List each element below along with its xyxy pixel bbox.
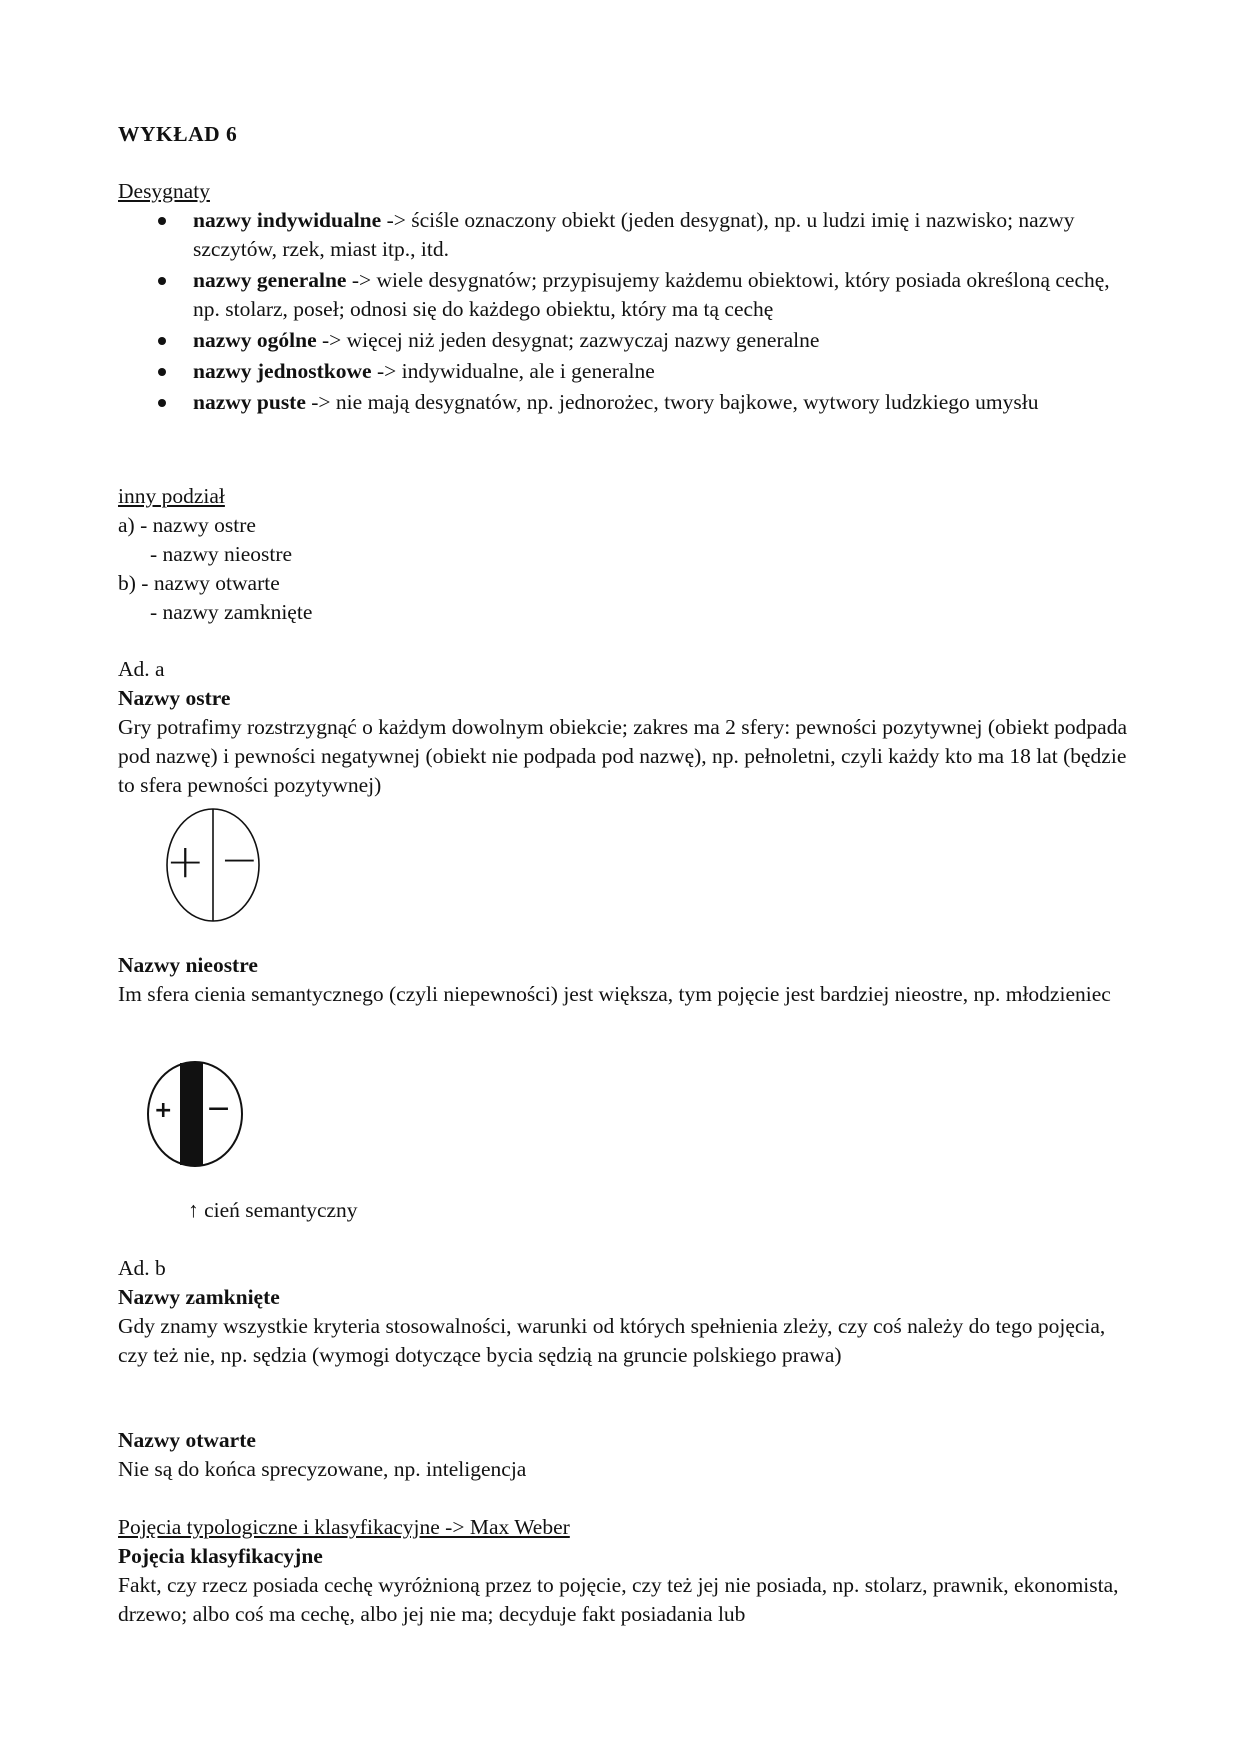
klasyfikacyjne-text: Fakt, czy rzecz posiada cechę wyróżnioną przez to pojęcie, czy też jej nie posiada, np. stolarz, prawnik, ekonomista, drzewo; albo coś ma cechę, albo jej nie ma; decyduje fakt posiadania lub <box>118 1573 1119 1626</box>
shadow-caption: ↑ cień semantyczny <box>188 1198 358 1222</box>
zamkniete-heading: Nazwy zamknięte <box>118 1285 280 1309</box>
term: nazwy puste <box>193 390 306 414</box>
ostre-text: Gry potrafimy rozstrzygnąć o każdym dowolnym obiekcie; zakres ma 2 sfery: pewności pozytywnej (obiekt podpada pod nazwę) i pewności negatywnej (obiekt nie podpada pod nazwę), np. pełnoletni, czyli każdy kto ma 18 lat (będzie to sfera pewności pozytywnej) <box>118 715 1127 797</box>
definition: -> indywidualne, ale i generalne <box>371 359 655 383</box>
term: nazwy ogólne <box>193 328 317 352</box>
list-item <box>118 388 1118 417</box>
podzial-b1: b) - nazwy otwarte <box>118 571 280 595</box>
otwarte-heading: Nazwy otwarte <box>118 1428 256 1452</box>
pojecia-heading: Pojęcia typologiczne i klasyfikacyjne -> Max Weber <box>118 1515 570 1539</box>
podzial-heading: inny podział <box>118 484 225 508</box>
plus-sign: + <box>154 1098 173 1123</box>
ad-a-label: Ad. a <box>118 657 165 681</box>
list-item <box>118 326 1118 355</box>
term: nazwy indywidualne <box>193 208 382 232</box>
minus-sign: − <box>206 1091 232 1126</box>
desygnaty-heading: Desygnaty <box>118 179 210 203</box>
page-title: WYKŁAD 6 <box>118 122 238 146</box>
definition: -> więcej niż jeden desygnat; zazwyczaj nazwy generalne <box>316 328 820 352</box>
list-item <box>118 357 1118 386</box>
definition: -> nie mają desygnatów, np. jednorożec, twory bajkowe, wytwory ludzkiego umysłu <box>305 390 1039 414</box>
list-item <box>118 266 1118 324</box>
desygnaty-list <box>118 206 1118 417</box>
podzial-a1: a) - nazwy ostre <box>118 513 256 537</box>
minus-sign: − <box>220 832 259 886</box>
otwarte-text: Nie są do końca sprecyzowane, np. inteligencja <box>118 1457 527 1481</box>
plus-sign: + <box>166 834 205 888</box>
diagram-nieostre <box>144 1060 246 1168</box>
klasyfikacyjne-heading: Pojęcia klasyfikacyjne <box>118 1544 323 1568</box>
nieostre-text: Im sfera cienia semantycznego (czyli niepewności) jest większa, tym pojęcie jest bardziej nieostre, np. młodzieniec <box>118 982 1111 1006</box>
diagram-ostre <box>160 806 266 924</box>
definition: -> ściśle oznaczony obiekt (jeden desygnat), np. u ludzi imię i nazwisko; nazwy szczytów, rzek, miast itp., itd. <box>193 208 1075 261</box>
nieostre-heading: Nazwy nieostre <box>118 953 258 977</box>
definition: -> wiele desygnatów; przypisujemy każdemu obiektowi, który posiada określoną cechę, np. stolarz, poseł; odnosi się do każdego obiektu, który ma tą cechę <box>193 268 1110 321</box>
term: nazwy jednostkowe <box>193 359 372 383</box>
ad-b-label: Ad. b <box>118 1256 166 1280</box>
term: nazwy generalne <box>193 268 347 292</box>
ostre-heading: Nazwy ostre <box>118 686 231 710</box>
podzial-b2: - nazwy zamknięte <box>150 600 313 624</box>
list-item <box>118 206 1118 264</box>
zamkniete-text: Gdy znamy wszystkie kryteria stosowalności, warunki od których spełnienia zleży, czy coś należy do tego pojęcia, czy też nie, np. sędzia (wymogi dotyczące bycia sędzią na gruncie polskiego prawa) <box>118 1314 1106 1367</box>
podzial-a2: - nazwy nieostre <box>150 542 293 566</box>
